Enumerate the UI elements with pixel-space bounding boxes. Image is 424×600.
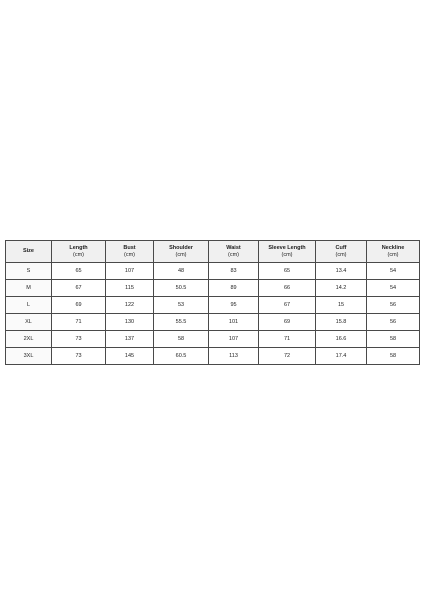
header-bust [106,241,154,263]
shoulder-cell: 60.5 [154,348,209,365]
length-cell: 73 [52,348,106,365]
header-unit: (cm) [281,251,293,258]
length-cell: 73 [52,331,106,348]
sleeve-length-cell: 66 [259,280,316,297]
table-row [6,331,420,348]
size-cell: S [6,263,52,280]
header-label: Bust [123,244,136,251]
header-length [52,241,106,263]
cuff-cell: 15.8 [316,314,367,331]
waist-cell: 83 [209,263,259,280]
table-header [6,241,420,263]
table-row [6,314,420,331]
cuff-cell: 13.4 [316,263,367,280]
shoulder-cell: 58 [154,331,209,348]
sleeve-length-cell: 69 [259,314,316,331]
sleeve-length-cell: 71 [259,331,316,348]
waist-cell: 89 [209,280,259,297]
neckline-cell: 58 [367,348,420,365]
bust-cell: 122 [106,297,154,314]
neckline-cell: 58 [367,331,420,348]
table-row [6,348,420,365]
size-cell: XL [6,314,52,331]
shoulder-cell: 55.5 [154,314,209,331]
header-unit: (cm) [387,251,399,258]
header-neckline [367,241,420,263]
cuff-cell: 15 [316,297,367,314]
header-label: Length [69,244,88,251]
size-cell: 2XL [6,331,52,348]
neckline-cell: 54 [367,263,420,280]
waist-cell: 95 [209,297,259,314]
cuff-cell: 17.4 [316,348,367,365]
size-chart-table [5,240,420,365]
header-waist [209,241,259,263]
shoulder-cell: 53 [154,297,209,314]
shoulder-cell: 50.5 [154,280,209,297]
bust-cell: 107 [106,263,154,280]
header-label: Waist [226,244,241,251]
bust-cell: 145 [106,348,154,365]
size-cell: L [6,297,52,314]
header-cuff [316,241,367,263]
neckline-cell: 54 [367,280,420,297]
header-unit: (cm) [335,251,347,258]
neckline-cell: 56 [367,314,420,331]
waist-cell: 101 [209,314,259,331]
header-label: Size [22,248,34,254]
header-sleeve-length [259,241,316,263]
neckline-cell: 56 [367,297,420,314]
length-cell: 67 [52,280,106,297]
table-row [6,280,420,297]
header-label: Sleeve Length [268,244,306,251]
length-cell: 69 [52,297,106,314]
size-cell: M [6,280,52,297]
length-cell: 65 [52,263,106,280]
bust-cell: 130 [106,314,154,331]
header-size [6,241,52,263]
header-label: Shoulder [169,244,193,251]
cuff-cell: 16.6 [316,331,367,348]
header-shoulder [154,241,209,263]
cuff-cell: 14.2 [316,280,367,297]
bust-cell: 137 [106,331,154,348]
header-unit: (cm) [228,251,239,258]
sleeve-length-cell: 72 [259,348,316,365]
length-cell: 71 [52,314,106,331]
size-cell: 3XL [6,348,52,365]
waist-cell: 107 [209,331,259,348]
header-unit: (cm) [175,251,187,258]
waist-cell: 113 [209,348,259,365]
table-body [6,263,420,365]
shoulder-cell: 48 [154,263,209,280]
header-label: Neckline [381,244,405,251]
table-row [6,263,420,280]
sleeve-length-cell: 67 [259,297,316,314]
header-unit: (cm) [124,251,135,258]
sleeve-length-cell: 65 [259,263,316,280]
header-unit: (cm) [73,251,84,258]
header-row [6,241,420,263]
table-row [6,297,420,314]
bust-cell: 115 [106,280,154,297]
header-label: Cuff [335,244,347,251]
